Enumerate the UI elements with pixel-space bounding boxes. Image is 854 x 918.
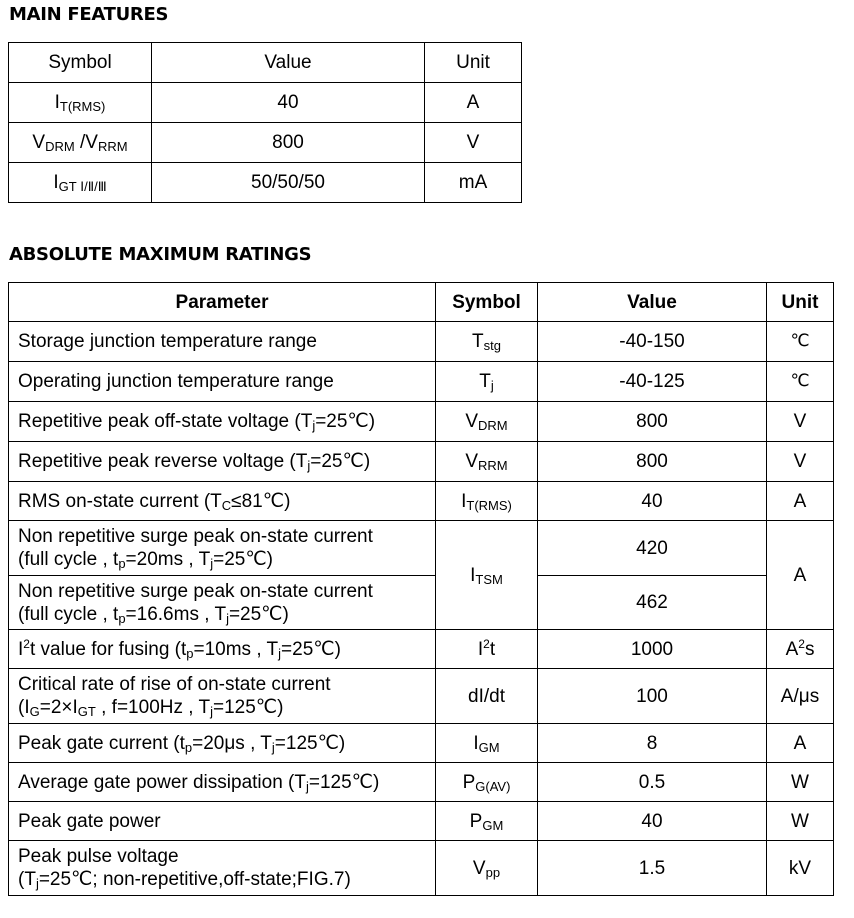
parameter-cell: Peak gate power <box>9 802 436 841</box>
table-row <box>9 482 834 521</box>
symbol-cell: $T_{stg}$ <box>436 322 538 362</box>
symbol-cell: $V_{DRM}$ <box>436 402 538 442</box>
value-cell: 1.5 <box>538 841 767 896</box>
value-cell: 800 <box>538 402 767 442</box>
symbol-cell: $I^2t$ <box>436 630 538 669</box>
table-row <box>9 402 834 442</box>
value-cell: 40 <box>538 482 767 521</box>
table-row <box>9 630 834 669</box>
table-row <box>9 163 522 203</box>
parameter-cell: RMS on-state current $(T_C\le 81℃)$ <box>9 482 436 521</box>
value-cell: 100 <box>538 669 767 724</box>
header-unit: Unit <box>425 43 522 83</box>
table-row <box>9 669 834 724</box>
value-cell: 1000 <box>538 630 767 669</box>
ratings-table <box>8 282 834 896</box>
parameter-cell: Repetitive peak off-state voltage $(T_j=25℃)$ <box>9 402 436 442</box>
parameter-cell: Average gate power dissipation $(T_j=125℃)$ <box>9 763 436 802</box>
table-row <box>9 802 834 841</box>
symbol-cell: $P_{G(AV)}$ <box>436 763 538 802</box>
unit-cell: V <box>425 123 522 163</box>
table-row <box>9 83 522 123</box>
table-row <box>9 123 522 163</box>
unit-cell: A <box>767 482 834 521</box>
main-features-table <box>8 42 522 203</box>
table-row <box>9 521 834 576</box>
unit-cell: A <box>767 724 834 763</box>
table-row <box>9 362 834 402</box>
main-features-heading: MAIN FEATURES <box>9 4 169 25</box>
table-header-row <box>9 43 522 83</box>
symbol-cell: $T_j$ <box>436 362 538 402</box>
symbol-cell: $I_{T(RMS)}$ <box>9 83 152 123</box>
parameter-cell: $I^2t$ value for fusing ($t_p=10ms$ , $T_j=25℃$) <box>9 630 436 669</box>
parameter-cell: Storage junction temperature range <box>9 322 436 362</box>
value-cell: 462 <box>538 576 767 630</box>
value-cell: 40 <box>538 802 767 841</box>
table-header-row <box>9 283 834 322</box>
value-cell: 800 <box>152 123 425 163</box>
table-row <box>9 322 834 362</box>
symbol-cell: $V_{RRM}$ <box>436 442 538 482</box>
unit-cell: ℃ <box>767 362 834 402</box>
unit-cell: W <box>767 802 834 841</box>
symbol-cell: $P_{GM}$ <box>436 802 538 841</box>
unit-cell: A <box>767 521 834 630</box>
header-parameter: Parameter <box>9 283 436 322</box>
unit-cell: $A^2s$ <box>767 630 834 669</box>
parameter-cell: Non repetitive surge peak on-state current (full cycle , $t_p=20ms$ , $T_j=25℃$) <box>9 521 436 576</box>
unit-cell: A <box>425 83 522 123</box>
value-cell: -40-150 <box>538 322 767 362</box>
header-value: Value <box>152 43 425 83</box>
parameter-cell: Peak gate current ($t_p=20\mu s$ , $T_j=125℃$) <box>9 724 436 763</box>
value-cell: 420 <box>538 521 767 576</box>
symbol-cell: $I_{GM}$ <box>436 724 538 763</box>
parameter-cell: Repetitive peak reverse voltage $(T_j=25℃)$ <box>9 442 436 482</box>
parameter-cell: Critical rate of rise of on-state current ($I_G=2\times I_{GT}$ , f=100Hz , $T_j=125℃$) <box>9 669 436 724</box>
symbol-cell: $I_{TSM}$ <box>436 521 538 630</box>
header-value: Value <box>538 283 767 322</box>
symbol-cell: $V_{pp}$ <box>436 841 538 896</box>
symbol-cell: dI/dt <box>436 669 538 724</box>
parameter-cell: Non repetitive surge peak on-state current (full cycle , $t_p=16.6ms$ , $T_j=25℃$) <box>9 576 436 630</box>
unit-cell: ℃ <box>767 322 834 362</box>
table-row <box>9 841 834 896</box>
unit-cell: W <box>767 763 834 802</box>
value-cell: 50/50/50 <box>152 163 425 203</box>
value-cell: 8 <box>538 724 767 763</box>
symbol-cell: $I_{T(RMS)}$ <box>436 482 538 521</box>
unit-cell: kV <box>767 841 834 896</box>
parameter-cell: Operating junction temperature range <box>9 362 436 402</box>
parameter-cell: Peak pulse voltage ($T_j=25℃$; non-repetitive,off-state;FIG.7) <box>9 841 436 896</box>
symbol-cell: $V_{DRM}$ $/V_{RRM}$ <box>9 123 152 163</box>
table-row <box>9 442 834 482</box>
ratings-heading: ABSOLUTE MAXIMUM RATINGS <box>9 244 312 265</box>
unit-cell: A/μs <box>767 669 834 724</box>
unit-cell: V <box>767 402 834 442</box>
unit-cell: mA <box>425 163 522 203</box>
header-unit: Unit <box>767 283 834 322</box>
header-symbol: Symbol <box>436 283 538 322</box>
value-cell: 40 <box>152 83 425 123</box>
symbol-cell: $I_{GT}$ $_{Ⅰ/Ⅱ/Ⅲ}$ <box>9 163 152 203</box>
value-cell: -40-125 <box>538 362 767 402</box>
unit-cell: V <box>767 442 834 482</box>
table-row <box>9 576 834 630</box>
header-symbol: Symbol <box>9 43 152 83</box>
table-row <box>9 724 834 763</box>
value-cell: 0.5 <box>538 763 767 802</box>
value-cell: 800 <box>538 442 767 482</box>
table-row <box>9 763 834 802</box>
